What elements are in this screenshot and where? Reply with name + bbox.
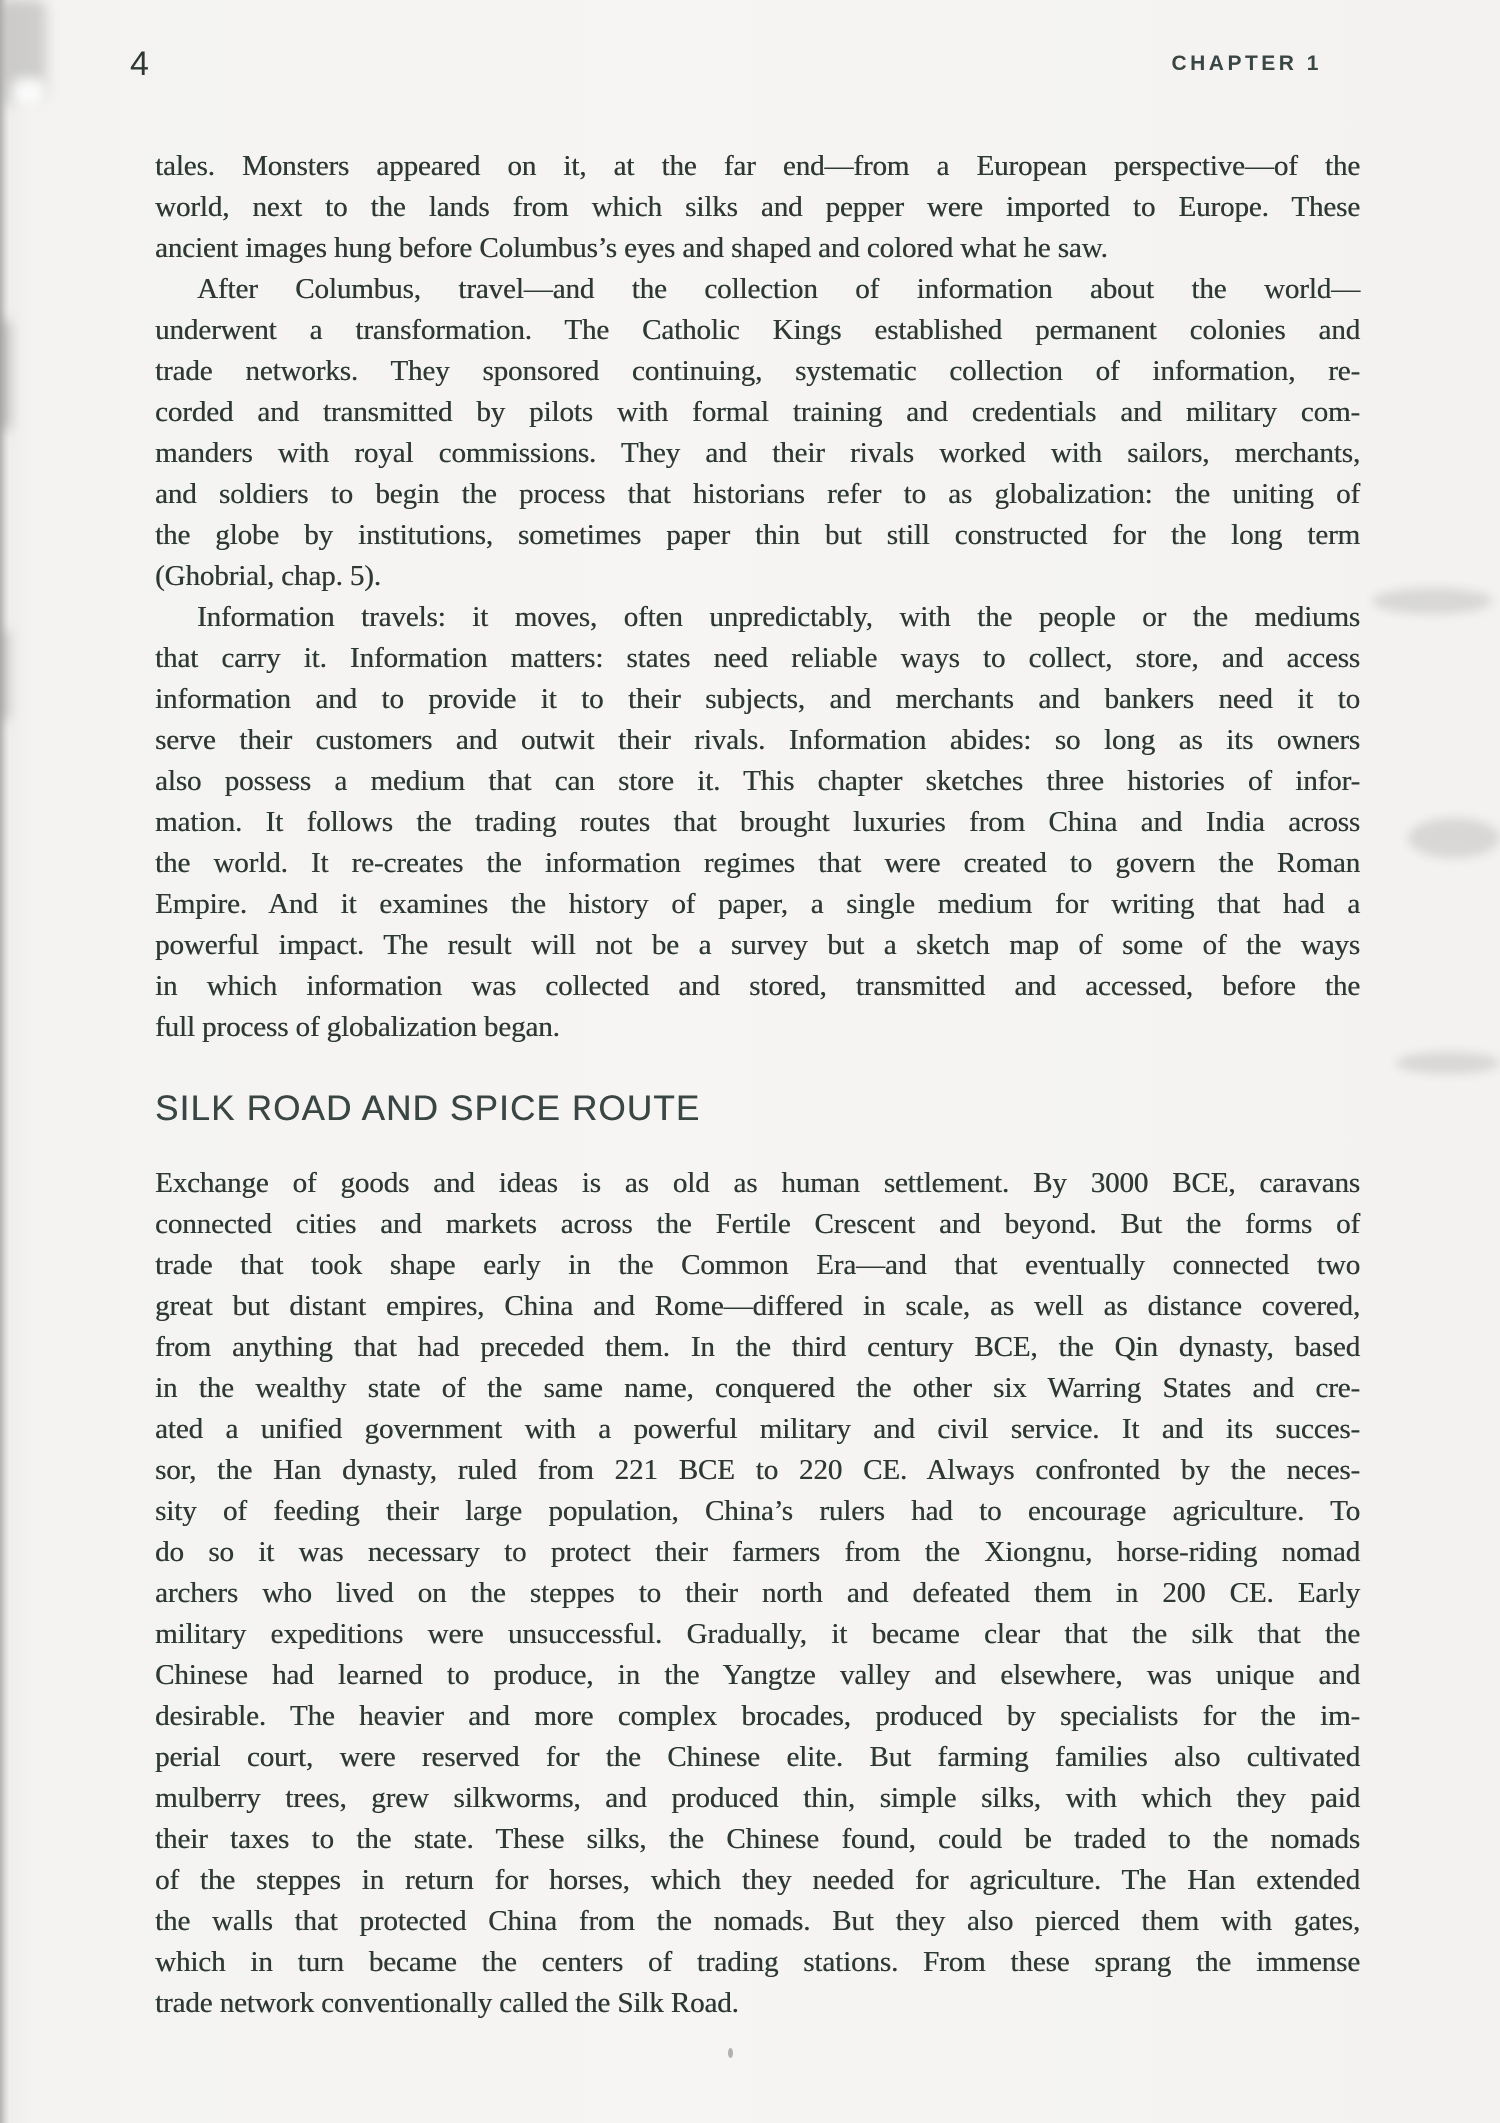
text-line: archers who lived on the steppes to their north and defeated them in 200 CE. Early <box>155 1577 1360 1609</box>
text-line: the walls that protected China from the nomads. But they also pierced them with gates, <box>155 1905 1360 1937</box>
paragraph <box>155 269 1360 597</box>
text-line: serve their customers and outwit their rivals. Information abides: so long as its owners <box>155 724 1360 756</box>
text-line: their taxes to the state. These silks, the Chinese found, could be traded to the nomads <box>155 1823 1360 1855</box>
scan-speck <box>728 2048 733 2058</box>
section-text-block <box>155 1163 1360 2024</box>
text-line: the world. It re-creates the information regimes that were created to govern the Roman <box>155 847 1360 879</box>
text-line: corded and transmitted by pilots with formal training and credentials and military com- <box>155 396 1360 428</box>
scan-artifact <box>0 630 9 720</box>
text-line: desirable. The heavier and more complex brocades, produced by specialists for the im- <box>155 1700 1360 1732</box>
text-line: Information travels: it moves, often unpredictably, with the people or the mediums <box>197 601 1360 633</box>
text-line: information and to provide it to their subjects, and merchants and bankers need it to <box>155 683 1360 715</box>
text-line: underwent a transformation. The Catholic Kings established permanent colonies and <box>155 314 1360 346</box>
text-line: tales. Monsters appeared on it, at the far end—from a European perspective—of the <box>155 150 1360 182</box>
text-line: the globe by institutions, sometimes paper thin but still constructed for the long term <box>155 519 1360 551</box>
text-line: sor, the Han dynasty, ruled from 221 BCE to 220 CE. Always confronted by the neces- <box>155 1454 1360 1486</box>
text-line: powerful impact. The result will not be a survey but a sketch map of some of the ways <box>155 929 1360 961</box>
text-line: ated a unified government with a powerful military and civil service. It and its succes- <box>155 1413 1360 1445</box>
scan-smudge <box>1408 818 1500 858</box>
text-line: great but distant empires, China and Rome—differed in scale, as well as distance covered, <box>155 1290 1360 1322</box>
text-line: from anything that had preceded them. In the third century BCE, the Qin dynasty, based <box>155 1331 1360 1363</box>
text-line: After Columbus, travel—and the collection of information about the world— <box>197 273 1360 305</box>
text-line: world, next to the lands from which silks and pepper were imported to Europe. These <box>155 191 1360 223</box>
text-line: Chinese had learned to produce, in the Yangtze valley and elsewhere, was unique and <box>155 1659 1360 1691</box>
scan-artifact <box>12 78 46 108</box>
text-line: Empire. And it examines the history of paper, a single medium for writing that had a <box>155 888 1360 920</box>
page-number: 4 <box>130 45 149 83</box>
text-line: ancient images hung before Columbus’s eyes and shaped and colored what he saw. <box>155 232 1108 264</box>
text-line: of the steppes in return for horses, which they needed for agriculture. The Han extended <box>155 1864 1360 1896</box>
text-line: (Ghobrial, chap. 5). <box>155 560 381 592</box>
text-line: manders with royal commissions. They and their rivals worked with sailors, merchants, <box>155 437 1360 469</box>
scan-smudge <box>1372 588 1492 614</box>
text-line: in the wealthy state of the same name, conquered the other six Warring States and cre- <box>155 1372 1360 1404</box>
text-line: and soldiers to begin the process that historians refer to as globalization: the uniting of <box>155 478 1360 510</box>
text-line: trade network conventionally called the Silk Road. <box>155 1987 739 2019</box>
text-line: Exchange of goods and ideas is as old as human settlement. By 3000 BCE, caravans <box>155 1167 1360 1199</box>
section-heading: SILK ROAD AND SPICE ROUTE <box>155 1089 701 1128</box>
scan-artifact <box>0 320 10 430</box>
text-line: perial court, were reserved for the Chinese elite. But farming families also cultivated <box>155 1741 1360 1773</box>
paragraph <box>155 1163 1360 2024</box>
text-line: in which information was collected and stored, transmitted and accessed, before the <box>155 970 1360 1002</box>
paragraph <box>155 146 1360 269</box>
text-line: also possess a medium that can store it. This chapter sketches three histories of infor- <box>155 765 1360 797</box>
page-content <box>155 146 1360 2024</box>
text-line: trade that took shape early in the Common Era—and that eventually connected two <box>155 1249 1360 1281</box>
body-text-block <box>155 146 1360 1048</box>
text-line: which in turn became the centers of trading stations. From these sprang the immense <box>155 1946 1360 1978</box>
text-line: mation. It follows the trading routes that brought luxuries from China and India across <box>155 806 1360 838</box>
text-line: mulberry trees, grew silkworms, and produced thin, simple silks, with which they paid <box>155 1782 1360 1814</box>
text-line: connected cities and markets across the Fertile Crescent and beyond. But the forms of <box>155 1208 1360 1240</box>
text-line: full process of globalization began. <box>155 1011 560 1043</box>
text-line: military expeditions were unsuccessful. Gradually, it became clear that the silk that the <box>155 1618 1360 1650</box>
running-head-chapter: CHAPTER 1 <box>1171 52 1322 75</box>
paragraph <box>155 597 1360 1048</box>
scan-smudge <box>1396 1052 1500 1074</box>
text-line: trade networks. They sponsored continuing, systematic collection of information, re- <box>155 355 1360 387</box>
scan-edge-shadow <box>0 0 9 2123</box>
text-line: that carry it. Information matters: states need reliable ways to collect, store, and access <box>155 642 1360 674</box>
text-line: do so it was necessary to protect their farmers from the Xiongnu, horse-riding nomad <box>155 1536 1360 1568</box>
text-line: sity of feeding their large population, China’s rulers had to encourage agriculture. To <box>155 1495 1360 1527</box>
